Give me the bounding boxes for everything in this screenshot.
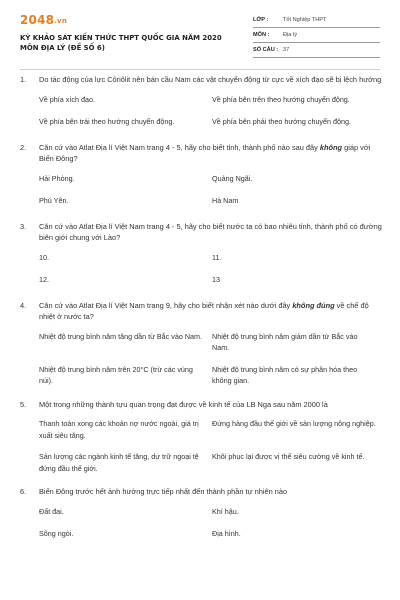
question-text-part: Một trong những thành tựu quan trọng đạt được về kinh tế của LB Nga sau năm 2000 là: [39, 399, 328, 409]
answer-option-d[interactable]: 13: [212, 274, 220, 284]
question-6: [0, 486, 400, 550]
answer-option-a[interactable]: Hải Phòng.: [39, 173, 75, 183]
meta-row-count: [253, 43, 380, 58]
question-number: 2.: [20, 142, 27, 152]
meta-value: Tốt Nghiệp THPT: [283, 17, 327, 23]
question-2: [0, 142, 400, 217]
question-text: [39, 74, 382, 86]
answer-option-d[interactable]: Khôi phục lại được vị thế siêu cường về kinh tế.: [212, 452, 365, 461]
answer-option-b[interactable]: 11.: [212, 252, 222, 262]
meta-key: LỚP :: [253, 17, 269, 23]
exam-header: [0, 0, 400, 66]
answer-option-d[interactable]: Hà Nam: [212, 195, 239, 205]
meta-key: MÔN :: [253, 32, 270, 38]
answer-option-b[interactable]: Nhiệt độ trung bình năm giảm dần từ Bắc vào Nam.: [212, 331, 358, 352]
question-5: [0, 399, 400, 485]
answer-options: [39, 331, 382, 397]
logo-suffix: .vn: [54, 17, 68, 25]
answer-option-a[interactable]: 10.: [39, 252, 49, 262]
answer-option-b[interactable]: Quảng Ngãi.: [212, 173, 253, 183]
answer-option-a[interactable]: Đất đai.: [39, 506, 64, 516]
question-text: [39, 486, 382, 498]
question-text-part: Căn cứ vào Atlat Địa lí Việt Nam trang 4 - 5, hãy cho biết nước ta có bao nhiêu tỉnh, thành phố có đường biên giới chung với Lào?: [39, 221, 382, 242]
exam-title-line1: KỲ KHẢO SÁT KIẾN THỨC THPT QUỐC GIA NĂM 2020: [20, 34, 222, 42]
answer-option-c[interactable]: 12.: [39, 274, 49, 284]
question-text: [39, 221, 382, 244]
question-number: 4.: [20, 300, 27, 310]
answer-option-c[interactable]: Phú Yên.: [39, 195, 69, 205]
answer-options: [39, 94, 382, 138]
question-text: [39, 399, 382, 411]
answer-options: [39, 173, 382, 217]
exam-title: [20, 33, 240, 53]
question-number: 6.: [20, 487, 27, 496]
answer-option-a[interactable]: Về phía xích đạo.: [39, 94, 95, 104]
answer-options: [39, 252, 382, 296]
question-text-part: về chế độ nhiệt ở nước ta?: [39, 300, 369, 321]
answer-options: [39, 506, 382, 550]
answer-option-d[interactable]: Địa hình.: [212, 528, 241, 538]
meta-value: Địa lý: [283, 32, 297, 38]
answer-options: [39, 418, 382, 484]
answer-option-c[interactable]: Sông ngòi.: [39, 528, 74, 538]
meta-value: 37: [283, 47, 290, 53]
meta-row-subject: [253, 28, 380, 43]
question-number: 1.: [20, 75, 27, 84]
answer-option-b[interactable]: Về phía bên trên theo hướng chuyển động.: [212, 94, 350, 104]
answer-option-c[interactable]: Sản lượng các ngành kinh tế tăng, dự trữ ngoại tệ đứng đầu thế giới.: [39, 452, 199, 473]
header-divider: [20, 69, 380, 70]
answer-option-b[interactable]: Khí hậu.: [212, 506, 239, 516]
answer-option-a[interactable]: Thanh toán xong các khoản nợ nước ngoài, giá trị xuất siêu tăng.: [39, 419, 199, 440]
answer-option-d[interactable]: Về phía bên phải theo hướng chuyển động.: [212, 116, 352, 126]
question-text-part: Biển Đông trước hết ảnh hưởng trực tiếp nhất đến thành phần tự nhiên nào: [39, 487, 288, 496]
question-emphasis: không: [319, 142, 343, 152]
answer-option-c[interactable]: Nhiệt độ trung bình năm trên 20°C (trừ các vùng núi).: [39, 364, 193, 385]
answer-option-d[interactable]: Nhiệt độ trung bình năm có sự phân hóa theo không gian.: [212, 364, 358, 385]
question-text-part: Căn cứ vào Atlat Địa lí Việt Nam trang 4 - 5, hãy cho biết tỉnh, thành phố nào sau đây: [39, 142, 320, 152]
question-4: [0, 300, 400, 397]
answer-option-a[interactable]: Nhiệt độ trung bình năm tăng dần từ Bắc vào Nam.: [39, 331, 203, 341]
answer-option-b[interactable]: Đứng hàng đầu thế giới về sản lượng nông nghiệp.: [212, 419, 376, 428]
question-number: 3.: [20, 221, 27, 231]
meta-row-class: [253, 13, 380, 28]
question-list: [0, 74, 400, 550]
exam-title-line2: MÔN ĐỊA LÝ (ĐỀ SỐ 6): [20, 44, 105, 52]
question-3: [0, 221, 400, 296]
question-1: [0, 74, 400, 138]
question-text-part: Căn cứ vào Atlat Địa lí Việt Nam trang 9, hãy cho biết nhận xét nào dưới đây: [39, 300, 293, 310]
meta-key: SỐ CÂU :: [253, 47, 279, 53]
question-text: [39, 142, 382, 165]
question-text: [39, 300, 382, 323]
logo-main: 2048: [20, 13, 55, 27]
question-number: 5.: [20, 399, 27, 409]
question-text-part: giáp với Biển Đông?: [39, 142, 371, 163]
exam-meta-table: [253, 13, 380, 58]
question-emphasis: không đúng: [292, 300, 335, 310]
question-text-part: Do tác động của lực Côriôlit nên bán cầu Nam các vật chuyển động từ cực về xích đạo sẽ bị lệch hướng: [39, 75, 382, 84]
answer-option-c[interactable]: Về phía bên trái theo hướng chuyển động.: [39, 116, 175, 126]
site-logo[interactable]: [20, 13, 67, 27]
